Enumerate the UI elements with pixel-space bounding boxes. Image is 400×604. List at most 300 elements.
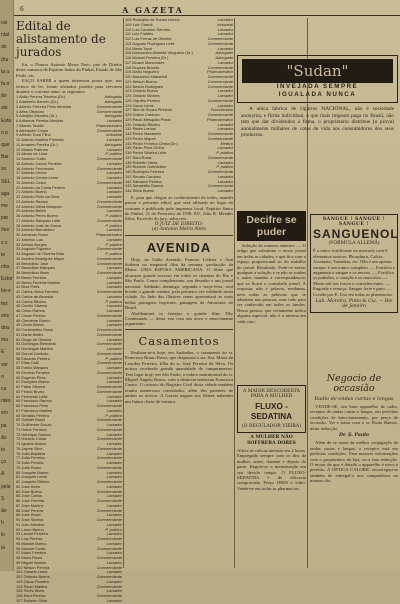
- juror-name: 92 Lauro Bueno: [16, 526, 44, 532]
- juror-profession: Commerciante: [96, 341, 122, 347]
- juror-profession: Lavrador: [106, 422, 122, 428]
- juror-name: 96 Manoel Costa: [16, 545, 46, 551]
- juror-name: 64 Fernando Leite: [16, 393, 48, 399]
- edital-closing: E, para que chegue ao conhecimento de todos, mandei passar o presente edital, que será affixado no logar do costume e publicado pela imprensa local. Espírito Santo do Pinhal, 21 de Fevereiro de 1938. EU, João B. Mendes Silva, Escrivão do jury, subscrevi.: [125, 194, 233, 222]
- juror-name: 119 Mario Nogueira: [125, 69, 159, 75]
- juror-name: 29 Antonio Bernardino: [16, 227, 55, 233]
- juror-name: 86 José Ferreira: [16, 498, 45, 504]
- juror-name: 20 Antonio da Costa Pereira: [16, 184, 65, 190]
- juror-name: 74 Ignacio Bueno: [16, 441, 47, 447]
- juror-name: 43 Carlos de Almeida: [16, 293, 53, 299]
- juror-profession: Commerciante: [96, 593, 122, 599]
- juror-name: 12 Aluizio Palermo: [16, 146, 49, 152]
- juror-profession: Lavrador: [106, 236, 122, 242]
- juror-name: 47 Cesar Pereira: [16, 312, 46, 318]
- juror-name: 58 Emilio Marques: [16, 365, 49, 371]
- juror-name: 22 Antonio Pinto da Silva: [16, 194, 60, 200]
- juror-profession: Commerciante: [96, 255, 122, 261]
- edge-fragment: ão: [1, 93, 7, 100]
- juror-name: 48 Clemente Bueno: [16, 317, 51, 323]
- juror-name: 85 José Carlos: [16, 493, 42, 499]
- juror-profession: Lavrador: [106, 317, 122, 323]
- column-rule: [123, 18, 124, 568]
- edge-fragment: o: [1, 373, 4, 380]
- juror-profession: Commerciante: [207, 135, 233, 141]
- juror-name: 31 Americo Luz: [16, 236, 43, 242]
- sanguenol-ad: [310, 212, 398, 315]
- casamentos-text: Realizar-se-á hoje, em Andradas, o casamento do sr. Francisco Bruno Rossi, que desposará a sra. Sra. Maria de Lourdes Ferreira, filha do sr. José Ferreira da Silva. Os noivos receberão grande quantidade de cumprimentos. Terá logar hoje, em São Paulo, o enlace matrimonial do sr. Miguel Angelo Russo, com a distincta senhorita Francisca Castro. O cartorio do Registro Civil desta cidade também reuniu numerosos convidados, além dos parentes de ambos os noivos. A Gazeta augura aos felizes nubentes um futuro cheio de ventura.: [125, 349, 233, 404]
- edge-fragment: dou: [1, 325, 10, 331]
- juror-profession: Lavrador: [106, 441, 122, 447]
- edital-intro: Eu, o Doutor Antonio Meira Neto, juiz de Direito desta comarca de Espírito Santo do Pinhal, Estado de São Paulo, etc.: [16, 62, 122, 78]
- juror-profession: Lavrador: [106, 550, 122, 556]
- juror-profession: Lavrador: [217, 126, 233, 132]
- previous-page-edge: [0, 0, 14, 571]
- juror-name: 126 Oscar Leme: [125, 102, 154, 108]
- juror-profession: Lavrador: [217, 31, 233, 37]
- juror-profession: Industrial: [106, 132, 122, 138]
- juror-name: 6 Adhemar Pereira Mendes: [16, 118, 64, 124]
- juror-profession: Pharmaceutico: [96, 122, 122, 128]
- juror-name: 28 Antonio José de Souza: [16, 222, 62, 228]
- juror-profession: Lavrador: [106, 450, 122, 456]
- juror-name: 112 Luiz Ferraz de Oliveira: [125, 36, 172, 41]
- juror-name: 139 Rubens Guimarães: [125, 164, 167, 170]
- sudan-text: A unica fabrica de cigarros NACIONAL, não é sociedade anonyma, e firma individual, e que mais imposto paga no Brasil, não tem que dar dividendos á firma, o proprietario distribue (o prova) annualmente milhares de cotas de vida aos consumidores dos seus productos.: [241, 106, 394, 139]
- juror-name: 116 Manoel Ferreira (Dr.): [125, 55, 169, 60]
- edge-fragment: do: [1, 44, 7, 51]
- juror-profession: Commerciante: [207, 74, 233, 79]
- juror-profession: Pharmaceutico: [207, 116, 233, 122]
- juror-profession: Lavrador: [106, 540, 122, 546]
- juror-name: 103 Oscar Ferreira: [16, 578, 49, 584]
- juror-name: 142 Salvador Pereira: [125, 178, 162, 184]
- juror-name: 78 João Pereira: [16, 460, 44, 466]
- juror-profession: Lavrador: [106, 175, 122, 181]
- juror-name: 13 Alvaro de Lima: [16, 151, 48, 157]
- juror-name: 63 Felicio Bruno: [16, 388, 45, 394]
- juror-name: 141 Renato Cardoso: [125, 173, 161, 179]
- juror-name: 39 Bento Ferreira: [16, 274, 47, 280]
- sudan-slogan-2: IGUALADA NUNCA: [278, 91, 357, 98]
- juror-name: 10 Antonio Martins Pimenta: [16, 137, 64, 143]
- sanguenol-footer: Lab. Moreira, Pinto & Cia. — Rio de Janeiro: [315, 299, 393, 310]
- juror-profession: Lavrador: [106, 483, 122, 489]
- juror-profession: P. publico: [105, 241, 122, 247]
- sanguenol-sub: (FORMULA ALLEMÃ): [328, 241, 380, 246]
- juror-profession: Commerciante: [96, 455, 122, 461]
- juror-profession: Commerciante: [96, 156, 122, 162]
- judge-title: O JUIZ DE DIREITO:: [154, 221, 204, 227]
- edge-fragment: h: [1, 520, 4, 527]
- juror-name: 5 Adolpho Mendes (Dr.): [16, 113, 57, 119]
- juror-name: 143 Sebastião Ramos: [125, 183, 164, 189]
- decifre-title: Decifre se puder: [237, 211, 306, 241]
- juror-profession: Commerciante: [96, 445, 122, 451]
- juror-name: 69 Gabriel Rossi: [16, 417, 45, 423]
- juror-name: 27 Antonio Sampaio Leite: [16, 217, 61, 223]
- juror-profession: P. publico: [105, 251, 122, 257]
- juror-name: 44 Carlos Ribeiro: [16, 298, 47, 304]
- juror-name: 80 Joaquim Bueno: [16, 469, 49, 475]
- juror-name: 79 João Rossi: [16, 464, 41, 470]
- juror-profession: Commerciante: [207, 40, 233, 46]
- juror-profession: Commerciante: [96, 312, 122, 318]
- juror-profession: P. publico: [105, 222, 122, 228]
- juror-profession: Pharmaceutico: [207, 69, 233, 75]
- juror-name: 54 Domingos Martins: [16, 346, 53, 352]
- edge-fragment: ta u: [1, 68, 10, 75]
- juror-name: 33 Augusto Figueira: [16, 246, 51, 252]
- juror-name: 11 Amadeu Pereira (Dr.): [16, 141, 58, 147]
- juror-profession: Lavrador: [217, 102, 233, 108]
- juror-profession: Lavrador: [106, 265, 122, 271]
- edge-fragment: que: [1, 142, 10, 148]
- fluxo-pre: A MAIOR DESCOBERTA PARA A MULHER: [243, 389, 300, 400]
- juror-name: 9 Alfredo Tozzi Filho: [16, 132, 51, 138]
- masthead-title: A GAZETA: [122, 4, 184, 15]
- juror-name: 77 João Ferreira: [16, 455, 45, 461]
- juror-profession: Lavrador: [106, 208, 122, 214]
- juror-profession: P. publico: [216, 150, 233, 155]
- juror-name: 109 Luiz Grandi: [125, 21, 153, 27]
- juror-profession: Commerciante: [96, 436, 122, 442]
- juror-profession: Lavrador: [106, 521, 122, 527]
- juror-name: 36 Benedicto José: [16, 260, 49, 266]
- negocio-title: Negocio de occasião: [326, 373, 382, 394]
- edge-fragment: ntal: [1, 32, 10, 39]
- sanguenol-text: É o unico fortificante no mercado com 6 elementos tonicos: Phosphoro, Calcio, Arseniato, Vanadato, etc. Não é um apenas xarope: é um tonico completo. — Fortifica e augmenta o sangue e os nervos. — Fortifica os pulmões, o coração e os musculos. — Muito util aos fracos e convalescentes. — Engorda e remoça. Sangue forte e puro. — Creado por E. Uso em todas as pharmacias.: [313, 248, 395, 297]
- juror-name: 35 Avelino Rodrigues Mayer: [16, 255, 65, 261]
- juror-profession: Lavrador: [217, 45, 233, 51]
- juror-profession: Commerciante: [96, 103, 122, 109]
- juror-profession: Lavrador: [106, 170, 122, 176]
- juror-name: 45 Cecilio Silveira: [16, 303, 47, 309]
- edge-fragment: o p: [1, 129, 8, 136]
- juror-profession: Lavrador: [106, 365, 122, 371]
- juror-profession: Commerciante: [207, 154, 233, 160]
- sudan-slogan-1: INVEJADA SEMPRE: [276, 83, 359, 90]
- fluxo-tag: A MULHER NÃO SOFFRERÁ DORES: [247, 435, 296, 446]
- juror-profession: Lavrador: [106, 460, 122, 466]
- jurors-list: [16, 95, 122, 603]
- juror-profession: Commerciante: [96, 203, 122, 209]
- juror-profession: Commerciante: [96, 260, 122, 266]
- juror-name: 67 Francisco Martins: [16, 407, 53, 413]
- juror-profession: Advogado: [215, 50, 233, 56]
- juror-profession: Lavrador: [106, 227, 122, 233]
- juror-profession: Lavrador: [106, 597, 122, 603]
- edge-fragment: S: [1, 495, 5, 502]
- negocio-signoff: Dr. Ş. Paulo: [339, 433, 369, 439]
- juror-name: 17 Antonio Carlos: [16, 170, 47, 176]
- juror-name: 82 Joaquim Ribeiro: [16, 479, 50, 485]
- juror-profession: Commerciante: [96, 555, 122, 561]
- juror-profession: Commerciante: [207, 78, 233, 84]
- juror-name: 65 Francisco Ramos: [16, 398, 52, 404]
- edital-headline: Edital de alistamento de jurados: [16, 19, 106, 59]
- juror-profession: Lavrador: [217, 188, 233, 193]
- juror-name: 132 Pedro Maestrelli: [125, 131, 161, 136]
- juror-name: 56 Eduardo Pereira: [16, 355, 50, 361]
- edge-fragment: fa o: [1, 81, 10, 87]
- juror-name: 14 Americo Gallo: [16, 156, 46, 162]
- juror-name: 136 Pedro Silveira Leite: [125, 150, 167, 155]
- edge-fragment: ca: [1, 386, 7, 392]
- juror-name: 108 Rodolpho de Souza Lemos: [125, 17, 180, 22]
- juror-name: 83 José Alves: [16, 483, 41, 489]
- edge-fragment: s s: [1, 239, 8, 246]
- juror-profession: Commerciante: [96, 388, 122, 394]
- juror-profession: Commerciante: [96, 536, 122, 542]
- edge-fragment: pela: [1, 483, 11, 490]
- juror-name: 70 Guilherme Souza: [16, 422, 52, 428]
- juror-profession: P. publico: [105, 526, 122, 532]
- juror-profession: Lavrador: [106, 578, 122, 584]
- juror-name: 61 Euclydes Bueno: [16, 379, 50, 385]
- juror-name: 130 Orlando Ribeiro: [125, 121, 160, 127]
- juror-profession: Commerciante: [207, 36, 233, 41]
- juror-name: 110 Luiz Carneiro Serrano: [125, 26, 171, 32]
- juror-profession: Commerciante: [96, 464, 122, 470]
- juror-name: 129 Paulo Mesquita Prado: [125, 116, 171, 122]
- edge-fragment: Bar: [1, 154, 9, 161]
- juror-profession: Commerciante: [96, 426, 122, 432]
- juror-name: 75 Jayme Silva: [16, 445, 43, 451]
- juror-profession: Lavrador: [106, 293, 122, 299]
- juror-name: 3 Alberto Ferreira Pinto Almeida: [16, 103, 71, 109]
- juror-profession: Lavrador: [106, 346, 122, 352]
- juror-profession: Lavrador: [106, 303, 122, 309]
- juror-profession: Commerciante: [96, 108, 122, 114]
- divider: [125, 329, 233, 330]
- juror-name: 123 Octavio Bueno: [125, 88, 159, 94]
- juror-profession: Advogado: [104, 141, 122, 147]
- juror-profession: Lavrador: [106, 407, 122, 413]
- juror-name: 46 Celso Ramos: [16, 308, 45, 314]
- juror-name: 120 Nazareno Maestrelli: [125, 74, 168, 79]
- fluxo-ad: [237, 383, 306, 491]
- juror-profession: Lavrador: [106, 398, 122, 404]
- juror-name: 133 Pedro Miguel: [125, 135, 156, 141]
- sudan-logo: "Sudan": [242, 59, 393, 83]
- edge-fragment: tes: [1, 300, 8, 307]
- column-2: [125, 18, 233, 568]
- juror-name: 106 Raul Pereira: [16, 593, 46, 599]
- juror-profession: Commerciante: [207, 97, 233, 103]
- juror-name: 41 Braz Pires: [16, 284, 40, 290]
- juror-profession: Commerciante: [96, 498, 122, 504]
- sanguenol-box: [310, 214, 398, 313]
- juror-name: 140 Rodolpho Ferreira: [125, 169, 164, 174]
- juror-profession: Commerciante: [207, 64, 233, 70]
- juror-name: 81 Joaquim Leme: [16, 474, 47, 480]
- juror-profession: Commerciante: [207, 169, 233, 174]
- juror-name: 131 Pedro Lemos: [125, 126, 156, 132]
- juror-profession: Lavrador: [106, 512, 122, 518]
- juror-profession: Lavrador: [106, 118, 122, 124]
- juror-profession: Advogado: [104, 99, 122, 105]
- juror-profession: Lavrador: [217, 93, 233, 98]
- jurors-list-continued: [125, 18, 233, 194]
- juror-name: 95 Manoel Bueno: [16, 540, 47, 546]
- juror-name: 84 José Bueno: [16, 488, 42, 494]
- juror-name: 107 Roberto Silva: [16, 597, 47, 603]
- edge-fragment: me: [1, 203, 8, 209]
- juror-profession: Lavrador: [106, 531, 122, 537]
- juror-profession: Commerciante: [96, 507, 122, 513]
- juror-profession: P. publico: [105, 412, 122, 418]
- juror-name: 68 Geraldo Pereira: [16, 412, 49, 418]
- juror-name: 138 Roberto Vieira: [125, 159, 158, 165]
- juror-name: 15 Antonio Carlos Ferreira: [16, 160, 62, 166]
- juror-name: 113 Augusto Rodrigues Leite: [125, 40, 175, 46]
- juror-profession: Lavrador: [106, 559, 122, 565]
- juror-profession: Lavrador: [106, 274, 122, 280]
- sudan-box: [237, 55, 398, 103]
- negocio-text: VENDE-SE, um bom apparelho de radio, receptor de ondas curtas e longas, em perfeitas condições de funccionamento, por preço de occasião. Ver e tratar com o sr. Paulo Ramos, nesta redacção.: [310, 404, 398, 431]
- juror-profession: Lavrador: [217, 145, 233, 151]
- juror-profession: Lavrador: [106, 474, 122, 480]
- juror-profession: Commerciante: [207, 83, 233, 89]
- fluxo-title: FLUXO - SEDATINA: [250, 401, 293, 421]
- juror-profession: Industrial: [217, 21, 233, 27]
- juror-profession: Commerciante: [96, 331, 122, 337]
- edge-fragment: ço: [1, 459, 7, 466]
- juror-name: 51 Dante Bellini: [16, 331, 44, 337]
- juror-name: 88 José Pereira: [16, 507, 44, 513]
- juror-name: 25 Antonio Bellini: [16, 208, 46, 214]
- juror-name: 128 Odilon Cardoso: [125, 112, 160, 117]
- edge-fragment: pa: [1, 422, 7, 429]
- juror-profession: Lavrador: [106, 588, 122, 594]
- juror-name: 55 Durval Cardoso: [16, 350, 49, 356]
- juror-name: 134 Pedro Ferreira Cintra (Dr.): [125, 140, 178, 146]
- edge-fragment: ia: [1, 544, 5, 551]
- juror-name: 8 Alexandre Cesar: [16, 127, 49, 133]
- juror-name: 52 Diogo de Oliveira: [16, 336, 52, 342]
- juror-profession: Advogado: [104, 113, 122, 119]
- juror-profession: Lavrador: [217, 59, 233, 65]
- juror-profession: Commerciante: [96, 517, 122, 523]
- juror-name: 144 Silvio Bueno: [125, 188, 155, 193]
- juror-name: 115 Marcondes Almeida Vergueiro (Dr.): [125, 50, 193, 56]
- juror-name: 23 Antonio Ramos: [16, 198, 48, 204]
- edge-fragment: lo: [1, 532, 5, 539]
- juror-name: 62 Fabio Silveira: [16, 384, 45, 390]
- avenida-title: AVENIDA: [146, 239, 212, 255]
- juror-name: 24 Antonio Vieira Marques: [16, 203, 62, 209]
- juror-name: 97 Mario Ferreira: [16, 550, 46, 556]
- juror-profession: Commerciante: [96, 369, 122, 375]
- juror-profession: Lavrador: [217, 26, 233, 32]
- juror-entry: [125, 189, 233, 194]
- page-number: 6: [20, 6, 24, 13]
- juror-profession: Commerciante: [96, 574, 122, 580]
- juror-name: 127 Nilo de Souza Pinheiro: [125, 107, 173, 113]
- juror-profession: Commerciante: [96, 564, 122, 570]
- juror-name: 124 Octavio Silveira: [125, 93, 160, 98]
- juror-name: 38 Benedicto Alves: [16, 270, 50, 276]
- juror-profession: Commerciante: [96, 545, 122, 551]
- juror-name: 21 Antonio Bueno: [16, 189, 47, 195]
- edge-fragment: SEL: [1, 178, 11, 185]
- juror-name: 87 José Martins: [16, 502, 44, 508]
- edge-fragment: (ha: [1, 56, 9, 63]
- juror-profession: Commerciante: [96, 403, 122, 409]
- edge-fragment: ão: [1, 434, 7, 441]
- juror-profession: Lavrador: [106, 502, 122, 508]
- juror-profession: Commerciante: [96, 217, 122, 223]
- juror-name: 50 Constantino Rossi: [16, 327, 53, 333]
- negocio-subtitle: Radio de ondas curtas e longas: [314, 396, 394, 402]
- juror-profession: Lavrador: [106, 137, 122, 143]
- juror-name: 72 Henrique Santos: [16, 431, 51, 437]
- juror-name: 104 Paulo Martins: [16, 583, 48, 589]
- juror-name: 111 Luiz Fraldes: [125, 31, 154, 37]
- fluxo-box: [237, 385, 306, 433]
- column-1: [16, 18, 122, 603]
- juror-name: 59 Ernesto Ferreira: [16, 369, 50, 375]
- juror-profession: Lavrador: [106, 469, 122, 475]
- juror-name: 42 Carlos Vieira Ferreira: [16, 289, 59, 295]
- juror-name: 137 Raul Rossi: [125, 154, 152, 160]
- juror-name: 98 Mario Rossi: [16, 555, 42, 561]
- juror-name: 49 Clovis Bueno: [16, 322, 45, 328]
- juror-profession: Lavrador: [217, 88, 233, 94]
- juror-profession: Commerciante: [207, 183, 233, 189]
- juror-profession: Commerciante: [96, 384, 122, 390]
- juror-profession: Lavrador: [106, 308, 122, 314]
- juror-name: 2 Adalberto Barreto (Dr.): [16, 99, 59, 105]
- edge-fragment: Esta: [1, 117, 12, 124]
- juror-profession: Lavrador: [106, 184, 122, 190]
- page-header: [14, 4, 400, 16]
- fluxo-text: Alivia as colicas uterinas em 2 horas. Empregado sempre com os fins da mulher, antes, durante e depois do parto. Regula-se a menstruação em seu devido tempo. O FLUXO-SEDATINA é de efficacia comprovada. Preço 1$800 o vidro. Vende-se em todas as pharmacias.: [237, 448, 306, 491]
- juror-profession: Medico: [220, 140, 233, 146]
- juror-profession: Lavrador: [106, 336, 122, 342]
- juror-profession: Commerciante: [207, 112, 233, 117]
- juror-profession: Lavrador: [106, 146, 122, 152]
- juror-name: 117 Moacir Marcondes: [125, 59, 165, 65]
- juror-name: 26 Antonio Peres Bueno: [16, 213, 58, 219]
- avenida-text: Hoje, no Salão Avenida, Frances Lederer e Ann Sothern no magistral film da semana, producção da Metro: UMA ESPOSA AMERICANA. O filme que alcançou grande sucesso em todos os cinemas do Rio e São Paulo. Como complemento, um desenho e um jornal nacional. Sabbado, domingo, segunda e terça-feira, será levado o grande cinema, pela primeira vez exhibido nesta cidade. Ao lado das illustres cenas apresentará as mais bellas paisagens tropicaes, paisagem da Amazonia do Brasil.: [125, 256, 233, 311]
- sanguenol-header: SANGUE ! SANGUE ! SANGUE !: [322, 217, 386, 227]
- juror-profession: Lavrador: [106, 379, 122, 385]
- judge-signature: (a) Antonio Meira Neto: [152, 227, 206, 233]
- juror-profession: Lavrador: [106, 284, 122, 290]
- juror-profession: Commerciante: [96, 488, 122, 494]
- avenida-text-2: Abrilhantará os festejos o grande film: Não Continuarás — desta vez com um novo e emocionante argumento.: [125, 310, 233, 327]
- juror-profession: Funccionario: [210, 107, 233, 113]
- decifre-section: [237, 209, 306, 324]
- edge-fragment: ale: [1, 105, 8, 112]
- juror-profession: Commerciante: [207, 131, 233, 136]
- juror-profession: Lavrador: [106, 160, 122, 166]
- juror-profession: Commerciante: [96, 327, 122, 333]
- edge-fragment: te: [1, 251, 6, 258]
- juror-profession: P. publico: [105, 355, 122, 361]
- juror-profession: Lavrador: [106, 322, 122, 328]
- juror-name: 89 José Rossi: [16, 512, 41, 518]
- juror-name: 135 Paulo Pires Cintra: [125, 145, 164, 151]
- juror-profession: Lavrador: [217, 178, 233, 184]
- juror-profession: Lavrador: [106, 279, 122, 285]
- juror-name: 73 Horacio Costa: [16, 436, 47, 442]
- juror-profession: Advogado: [215, 55, 233, 60]
- juror-name: 91 Julio Mendes: [16, 521, 45, 527]
- juror-profession: Lavrador: [106, 374, 122, 380]
